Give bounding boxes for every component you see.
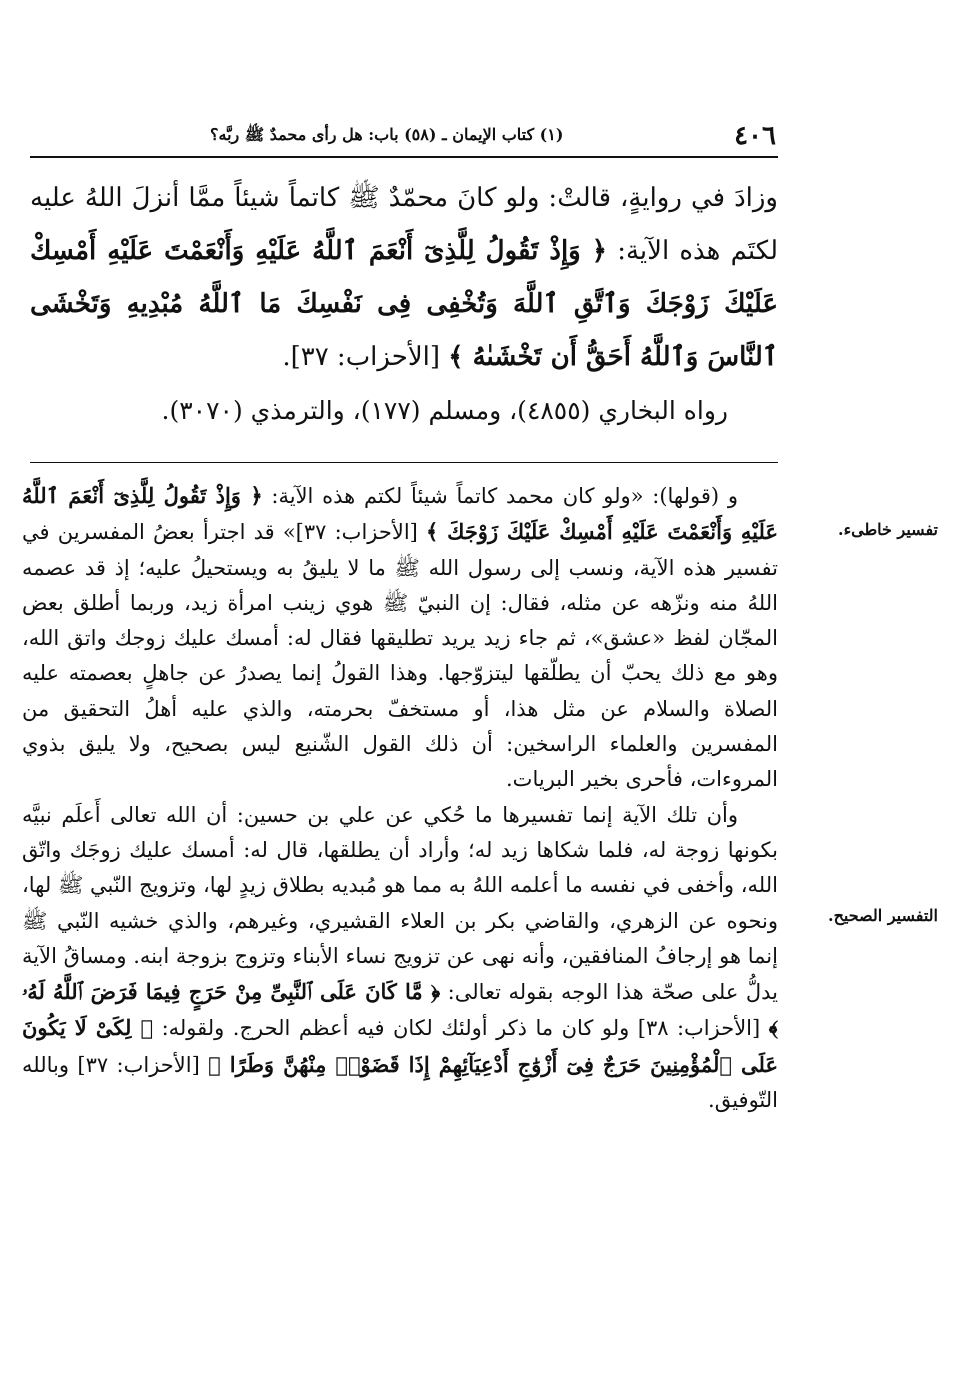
hadith-paragraph	[30, 172, 778, 384]
page-number: ٤٠٦	[734, 121, 776, 151]
header-rule	[30, 156, 778, 158]
hadith-intro: وزادَ في روايةٍ، قالتْ: ولو كانَ محمّدٌ ﷺ كاتماً شيئاً ممَّا أنزلَ اللهُ عليه لكتَم هذه الآية:	[30, 183, 778, 266]
quran-verse: ﴿ لِكَىْ لَا يَكُونَ عَلَى ٱلْمُؤْمِنِينَ حَرَجٌ فِىٓ أَزْوَٰجِ أَدْعِيَآئِهِمْ إِذَا قَضَوْا۟ مِنْهُنَّ وَطَرًا ﴾	[22, 1015, 778, 1077]
verse-reference: [الأحزاب: ٣٧].	[282, 342, 441, 372]
commentary-text-run: [الأحزاب: ٣٧]» قد اجترأ بعضُ المفسرين في تفسير هذه الآية، ونسب إلى رسول الله ﷺ ما لا يليقُ به ويستحيلُ عليه؛ إذ قد عصمه اللهُ منه ونزّهه عن مثله، فقال: إن النبيّ ﷺ هوي زينب امرأة زيد، وربما أطلق بعض المجّان لفظ «عشق»، ثم جاء زيد يريد تطليقها فقال له: أمسك عليك زوجك واتق الله، وهو مع ذلك يحبّ أن يطلّقها ليتزوّجها. وهذا القولُ إنما يصدرُ عن جاهلٍ بعصمته عليه الصلاة والسلام عن مثل هذا، أو مستخفّ بحرمته، والذي عليه أهلُ التحقيق من المفسرين والعلماء الراسخين: أن ذلك القول الشّنيع ليس بصحيح، ولا يليق بذوي المروءات، فأحرى بخير البريات.	[22, 520, 778, 792]
margin-note-correct-interpretation: التفسير الصحيح.	[828, 906, 938, 925]
quran-verse: ﴿ مَّا كَانَ عَلَى ٱلنَّبِىِّ مِنْ حَرَجٍ فِيمَا فَرَضَ ٱللَّهُ لَهُۥ ﴾	[22, 979, 778, 1041]
commentary-text-run: [الأحزاب: ٣٧] وبالله التّوفيق.	[22, 1052, 778, 1113]
quran-verse: ﴿ وَإِذْ تَقُولُ لِلَّذِىٓ أَنْعَمَ ٱللَّهُ عَلَيْهِ وَأَنْعَمْتَ عَلَيْهِ أَمْسِكْ عَلَيْكَ زَوْجَكَ وَٱتَّقِ ٱللَّهَ وَتُخْفِى فِى نَفْسِكَ مَا ٱللَّهُ مُبْدِيهِ وَتَخْشَى ٱلنَّاسَ وَٱللَّهُ أَحَقُّ أَن تَخْشَىٰهُ ﴾	[30, 236, 778, 372]
commentary-text-run: [الأحزاب: ٣٨] ولو كان ما ذكر أولئك لكان فيه أعظم الحرج. ولقوله:	[161, 1016, 761, 1041]
commentary-text	[22, 478, 778, 1118]
hadith-source: رواه البخاري (٤٨٥٥)، ومسلم (١٧٧)، والترمذي (٣٠٧٠).	[161, 396, 728, 425]
page-header	[30, 118, 776, 154]
running-head: (١) كتاب الإيمان ـ (٥٨) باب: هل رأى محمدٌ ﷺ ربَّه؟	[210, 124, 564, 144]
commentary-paragraph-1	[22, 478, 778, 798]
commentary-text-run: و (قولها): «ولو كان محمد كاتماً شيئاً لكتم هذه الآية:	[271, 484, 738, 508]
commentary-paragraph-2	[22, 798, 778, 1119]
margin-note-wrong-interpretation: تفسير خاطىء.	[838, 520, 938, 539]
commentary-text-run: وأن تلك الآية إنما تفسيرها ما حُكي عن علي بن حسين: أن الله تعالى أَعلَم نبيَّه بكونها زوجة له، فلما شكاها زيد له؛ وأراد أن يطلقها، قال له: أمسك عليك زوجَك واتّق الله، وأخفى في نفسه ما أعلمه اللهُ به مما هو مُبديه بطلاق زيدٍ لها، وتزويج النّبي ﷺ لها، ونحوه عن الزهري، والقاضي بكر بن العلاء القشيري، وغيرهم، والذي خشيه النّبي ﷺ إنما هو إرجافُ المنافقين، وأنه نهى عن تزويج نساء الأبناء وتزوج بزوجة ابنه. ومساقُ الآية يدلُّ على صحّة هذا الوجه بقوله تعالى:	[22, 802, 778, 1005]
section-rule	[30, 462, 778, 463]
quran-verse: ﴿ وَإِذْ تَقُولُ لِلَّذِىٓ أَنْعَمَ ٱللَّهُ عَلَيْهِ وَأَنْعَمْتَ عَلَيْهِ أَمْسِكْ عَلَيْكَ زَوْجَكَ ﴾	[22, 483, 778, 545]
hadith-text	[30, 172, 778, 437]
